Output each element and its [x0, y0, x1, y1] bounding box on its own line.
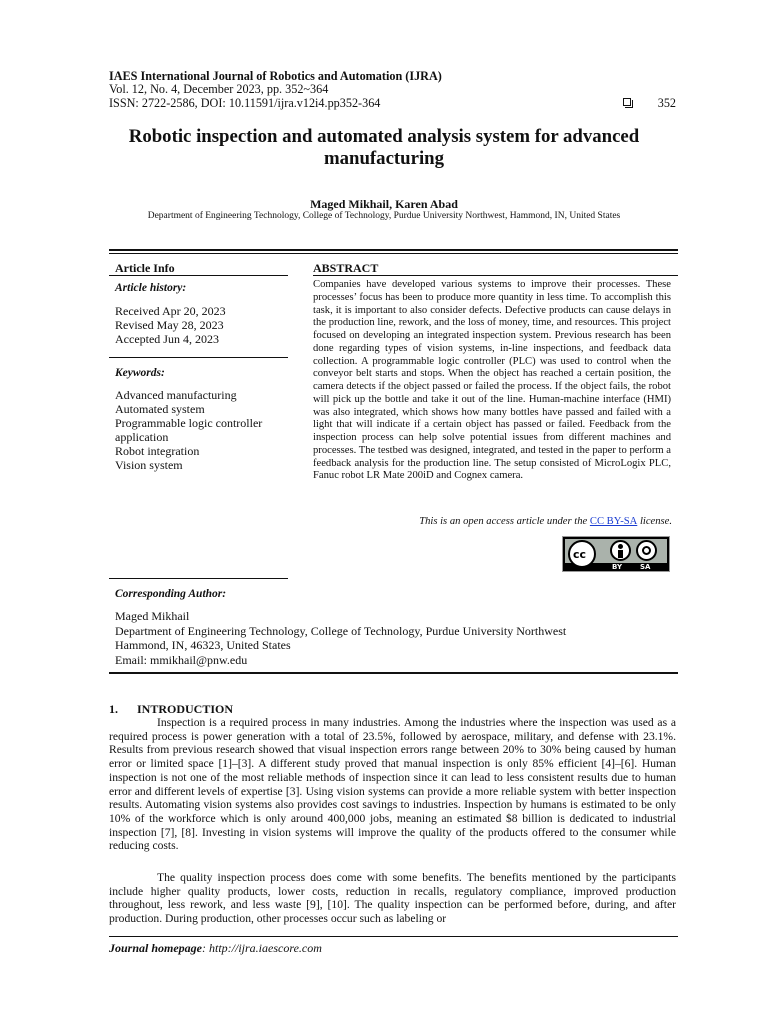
article-info-bottom-rule [109, 578, 288, 579]
top-rule-second [109, 253, 678, 254]
abstract-heading: ABSTRACT [313, 261, 379, 275]
homepage-url[interactable]: : http://ijra.iaescore.com [202, 941, 322, 955]
corresponding-rule [109, 672, 678, 674]
abstract-rule [313, 275, 678, 276]
history-rule [109, 357, 288, 358]
keyword: Programmable logic controller [115, 416, 263, 430]
attribution-icon [610, 540, 631, 561]
corresponding-heading: Corresponding Author: [115, 588, 227, 600]
article-history-heading: Article history: [115, 282, 187, 294]
cc-icon: cc [568, 540, 596, 568]
corresponding-address: Hammond, IN, 46323, United States [115, 638, 291, 652]
page-number: 352 [657, 96, 676, 110]
keyword: Advanced manufacturing [115, 388, 237, 402]
affiliation: Department of Engineering Technology, College of Technology, Purdue University Northwest, Hammond, IN, United States [147, 211, 621, 221]
abstract-text: Companies have developed various systems to improve their processes. These processes’ focus has been to produce more quantity in less time. To accomplish this task, it is important to also consider defects. Defective products can cause delays in the production line, rework, and the loss of money, time, and resources. This project focused on developing an integrated inspection system. Previous research has been done regarding types of vision systems, in-line inspections, and feedback data collection. A programmable logic controller (PLC) was used to control when the conveyor belt starts and stops. When the object has reached a certain position, the camera detects if the object passed or failed the process. If the object fails, the robot will pick up the bottle and take it out of the line. Human-machine interface (HMI) was also integrated, which shows how many bottles have passed and failed with a light that will indicate if a certain object has passed or failed. Feedback from the inspection process can help solve potential issues from different machines and processes. The testbed was designed, integrated, and tested in the paper to perform a feedback analysis for the production line. The setup consisted of MicroLogix PLC, Fanuc robot LR Mate 200iD and Cognex camera. [313, 279, 671, 482]
corresponding-email: Email: mmikhail@pnw.edu [115, 653, 248, 667]
intro-paragraph-2: The quality inspection process does come with some benefits. The benefits mentioned by the participants include higher quality products, lower costs, reduction in recalls, regulatory compliance, improved production throughout, less rework, and less waste [9], [10]. The quality inspection can be performed before, during, and after production. During production, other processes occur such as labeling or [109, 871, 676, 926]
accepted-date: Accepted Jun 4, 2023 [115, 332, 219, 346]
section-number: 1. [109, 702, 118, 716]
authors: Maged Mikhail, Karen Abad [310, 197, 458, 211]
keyword: Automated system [115, 402, 205, 416]
badge-label-sa: SA [640, 563, 651, 571]
journal-name: IAES International Journal of Robotics and Automation (IJRA) [109, 69, 442, 83]
keyword: Robot integration [115, 444, 200, 458]
open-access-suffix: license. [639, 516, 672, 527]
section-heading: INTRODUCTION [137, 702, 234, 716]
corresponding-name: Maged Mikhail [115, 609, 190, 623]
footer-rule [109, 936, 678, 937]
journal-homepage [109, 941, 322, 956]
top-rule [109, 249, 678, 251]
title-line: Robotic inspection and automated analysis system for advanced [128, 126, 640, 147]
share-alike-icon [636, 540, 657, 561]
received-date: Received Apr 20, 2023 [115, 304, 226, 318]
homepage-label: Journal homepage [109, 941, 203, 955]
keyword: application [115, 430, 169, 444]
box-icon [623, 98, 631, 106]
keywords-heading: Keywords: [115, 367, 165, 379]
intro-paragraph-1: Inspection is a required process in many industries. Among the industries where the inspection was used as a required process is power generation with a total of 23.5%, followed by aerospace, military, and defense with 23.1%. Results from previous research showed that visual inspection errors range between 20% to 30% being caused by human error or limited space [1]–[3]. A different study proved that manual inspection is only 85% efficient [4]–[6]. Human inspection is not one of the most reliable methods of inspection since it can lead to less consistent results due to human error and different levels of expertise [3]. Using vision systems can provide a more reliable system with better inspection results. Automating vision systems also provides cost savings to industries. Inspection by humans is estimated to be only 10% of the workforce which is only around 400,000 jobs, meaning an estimated $8 billion is dedicated to industrial inspection [7], [8]. Investing in vision systems will improve the quality of the products offered to the consumer while reducing costs. [109, 716, 676, 853]
license-link[interactable]: CC BY-SA [589, 516, 638, 527]
keyword: Vision system [115, 458, 183, 472]
article-info-heading: Article Info [115, 261, 175, 275]
corresponding-dept: Department of Engineering Technology, College of Technology, Purdue University Northwest [115, 624, 567, 638]
paper-title [100, 126, 668, 170]
cc-by-sa-badge[interactable] [562, 536, 670, 572]
title-line: manufacturing [324, 148, 444, 169]
open-access-note [419, 516, 672, 527]
article-info-rule [109, 275, 288, 276]
badge-label-by: BY [612, 563, 623, 571]
revised-date: Revised May 28, 2023 [115, 318, 224, 332]
keywords-list [115, 388, 285, 472]
journal-issn-doi: ISSN: 2722-2586, DOI: 10.11591/ijra.v12i4.pp352-364 [109, 96, 381, 110]
open-access-prefix: This is an open access article under the [419, 516, 588, 527]
journal-volume: Vol. 12, No. 4, December 2023, pp. 352~364 [109, 82, 329, 96]
